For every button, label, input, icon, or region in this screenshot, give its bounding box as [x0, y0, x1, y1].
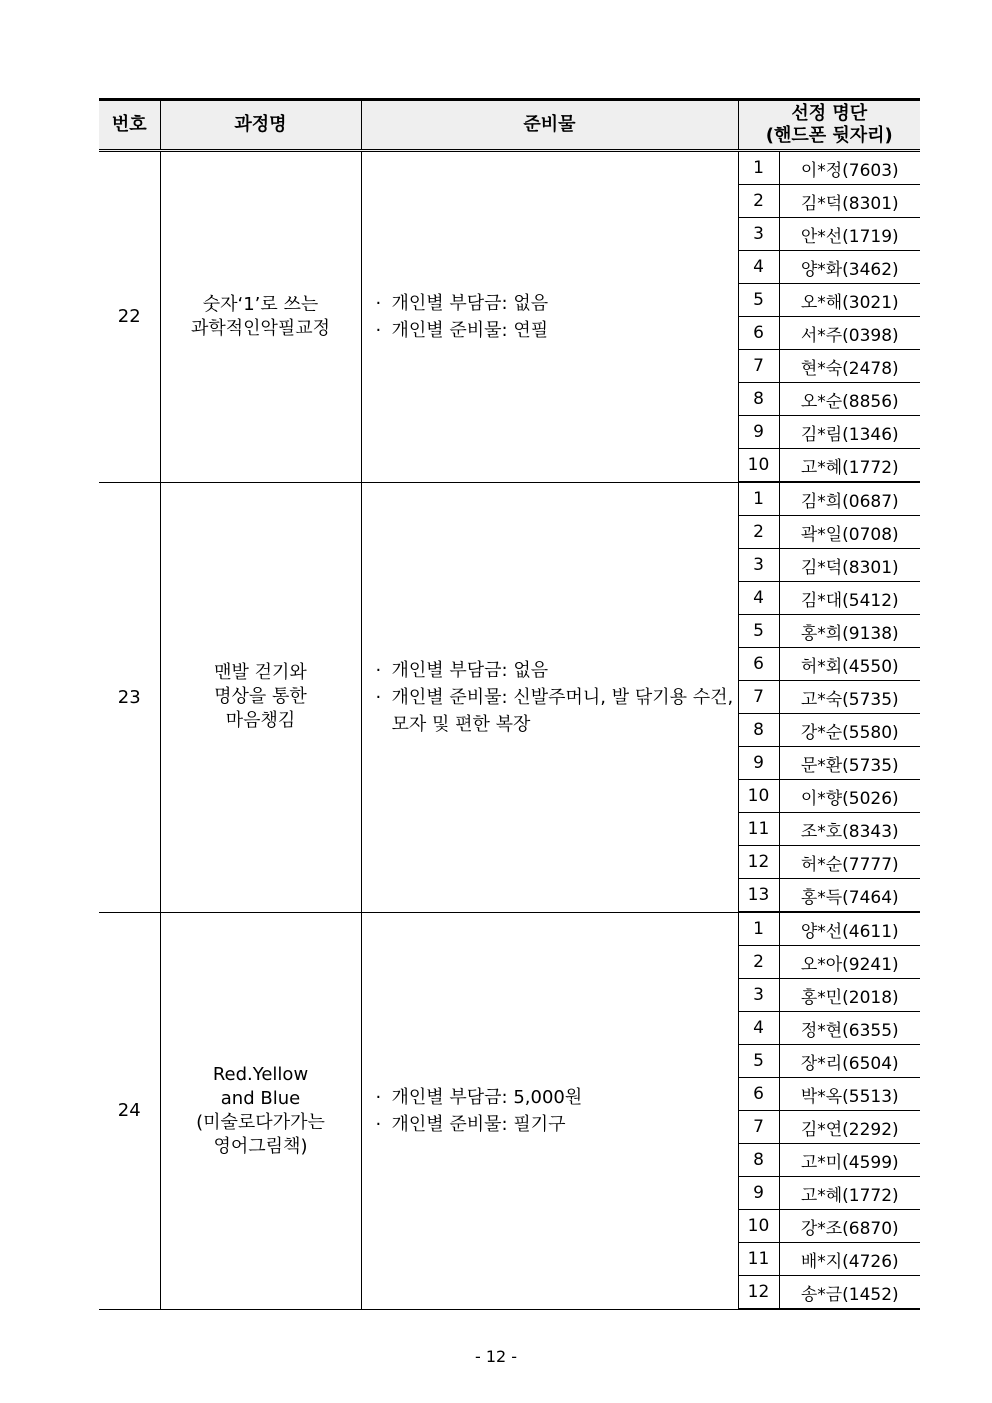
selected-name: 고*혜(1772) [779, 449, 920, 483]
selected-name: 홍*득(7464) [779, 879, 920, 913]
selected-index: 7 [738, 350, 779, 383]
table-row [99, 482, 920, 516]
selected-index: 3 [738, 218, 779, 251]
selected-index: 10 [738, 1210, 779, 1243]
selected-name: 강*순(5580) [779, 714, 920, 747]
preparation-text: 개인별 부담금: 없음 [391, 292, 549, 314]
preparation-list [361, 151, 738, 483]
preparation-text: 개인별 준비물: 연필 [391, 319, 549, 341]
selected-index: 4 [738, 582, 779, 615]
selected-name: 양*화(3462) [779, 251, 920, 284]
course-name-line: 명상을 통한 [214, 686, 307, 707]
preparation-item [376, 1111, 738, 1138]
selected-index: 6 [738, 648, 779, 681]
preparation-text: 개인별 준비물: 신발주머니, 발 닦기용 수건, 모자 및 편한 복장 [391, 686, 734, 735]
selected-name: 정*현(6355) [779, 1012, 920, 1045]
selected-index: 11 [738, 813, 779, 846]
selected-index: 7 [738, 1111, 779, 1144]
page-number: - 12 - [474, 1347, 518, 1366]
selected-index: 8 [738, 383, 779, 416]
course-name-line: (미술로다가가는 [196, 1111, 325, 1133]
preparation-text: 개인별 부담금: 없음 [391, 659, 549, 681]
selected-name: 이*정(7603) [779, 151, 920, 185]
table-header-row [99, 100, 920, 151]
selected-index: 5 [738, 284, 779, 317]
selected-index: 9 [738, 1177, 779, 1210]
selected-name: 안*선(1719) [779, 218, 920, 251]
bullet-icon: · [375, 292, 382, 314]
selected-name: 오*해(3021) [779, 284, 920, 317]
header-selected-line2: (핸드폰 뒷자리) [765, 125, 893, 146]
selected-name: 홍*희(9138) [779, 615, 920, 648]
selected-index: 6 [738, 317, 779, 350]
selected-index: 2 [738, 946, 779, 979]
selected-name: 김*덕(8301) [779, 549, 920, 582]
selected-name: 홍*민(2018) [779, 979, 920, 1012]
preparation-item [376, 1084, 738, 1111]
preparation-item [376, 657, 738, 684]
table-row [99, 912, 920, 946]
selected-index: 1 [738, 912, 779, 946]
selected-name: 허*회(4550) [779, 648, 920, 681]
selected-index: 3 [738, 979, 779, 1012]
selected-name: 배*지(4726) [779, 1243, 920, 1276]
selected-name: 김*림(1346) [779, 416, 920, 449]
preparation-text: 개인별 부담금: 5,000원 [391, 1086, 583, 1108]
bullet-icon: · [375, 1113, 382, 1135]
course-number: 24 [99, 912, 160, 1309]
selected-name: 김*희(0687) [779, 482, 920, 516]
selection-table [99, 98, 920, 1310]
selected-index: 9 [738, 747, 779, 780]
selected-index: 10 [738, 780, 779, 813]
selected-index: 10 [738, 449, 779, 483]
selected-name: 송*금(1452) [779, 1276, 920, 1310]
selected-index: 2 [738, 516, 779, 549]
selected-name: 김*덕(8301) [779, 185, 920, 218]
selected-index: 12 [738, 1276, 779, 1310]
selected-name: 김*연(2292) [779, 1111, 920, 1144]
selected-index: 7 [738, 681, 779, 714]
selected-name: 고*미(4599) [779, 1144, 920, 1177]
selected-name: 현*숙(2478) [779, 350, 920, 383]
selected-name: 이*향(5026) [779, 780, 920, 813]
preparation-item [376, 317, 738, 344]
header-course: 과정명 [160, 100, 361, 151]
bullet-icon: · [375, 659, 382, 681]
selected-index: 5 [738, 615, 779, 648]
course-name-line: 숫자‘1’로 쓰는 [202, 293, 319, 315]
selected-name: 양*선(4611) [779, 912, 920, 946]
selected-name: 허*순(7777) [779, 846, 920, 879]
selected-index: 2 [738, 185, 779, 218]
header-selected-line1: 선정 명단 [791, 103, 868, 124]
course-name-line: 영어그림책) [213, 1135, 308, 1157]
preparation-list [361, 482, 738, 912]
selected-index: 11 [738, 1243, 779, 1276]
selected-index: 4 [738, 251, 779, 284]
preparation-item [376, 684, 738, 738]
course-name [160, 482, 361, 912]
selected-name: 오*아(9241) [779, 946, 920, 979]
course-name-line: 과학적인악필교정 [190, 317, 331, 339]
selected-name: 고*숙(5735) [779, 681, 920, 714]
selected-name: 서*주(0398) [779, 317, 920, 350]
preparation-text: 개인별 준비물: 필기구 [391, 1113, 566, 1135]
selected-index: 12 [738, 846, 779, 879]
selected-name: 김*대(5412) [779, 582, 920, 615]
selected-index: 4 [738, 1012, 779, 1045]
course-name [160, 912, 361, 1309]
selected-index: 1 [738, 482, 779, 516]
course-name-line: and Blue [220, 1087, 301, 1109]
selected-index: 3 [738, 549, 779, 582]
selected-index: 13 [738, 879, 779, 913]
selected-name: 박*옥(5513) [779, 1078, 920, 1111]
header-no: 번호 [99, 100, 160, 151]
table-row [99, 151, 920, 185]
header-prep: 준비물 [361, 100, 738, 151]
selected-index: 8 [738, 714, 779, 747]
course-name-line: 마음챙김 [225, 710, 296, 731]
bullet-icon: · [375, 1086, 382, 1108]
selected-name: 고*혜(1772) [779, 1177, 920, 1210]
selected-index: 9 [738, 416, 779, 449]
selected-name: 조*호(8343) [779, 813, 920, 846]
selected-index: 8 [738, 1144, 779, 1177]
selected-name: 강*조(6870) [779, 1210, 920, 1243]
selected-index: 1 [738, 151, 779, 185]
selected-index: 5 [738, 1045, 779, 1078]
header-selected [738, 100, 920, 151]
course-number: 22 [99, 151, 160, 483]
selected-name: 곽*일(0708) [779, 516, 920, 549]
course-name-line: 맨발 걷기와 [214, 662, 307, 683]
preparation-item [376, 290, 738, 317]
selected-name: 장*리(6504) [779, 1045, 920, 1078]
course-name [160, 151, 361, 483]
course-name-line: Red.Yellow [212, 1063, 309, 1085]
course-number: 23 [99, 482, 160, 912]
bullet-icon: · [375, 686, 382, 708]
preparation-list [361, 912, 738, 1309]
bullet-icon: · [375, 319, 382, 341]
selected-name: 오*순(8856) [779, 383, 920, 416]
selected-name: 문*환(5735) [779, 747, 920, 780]
selected-index: 6 [738, 1078, 779, 1111]
